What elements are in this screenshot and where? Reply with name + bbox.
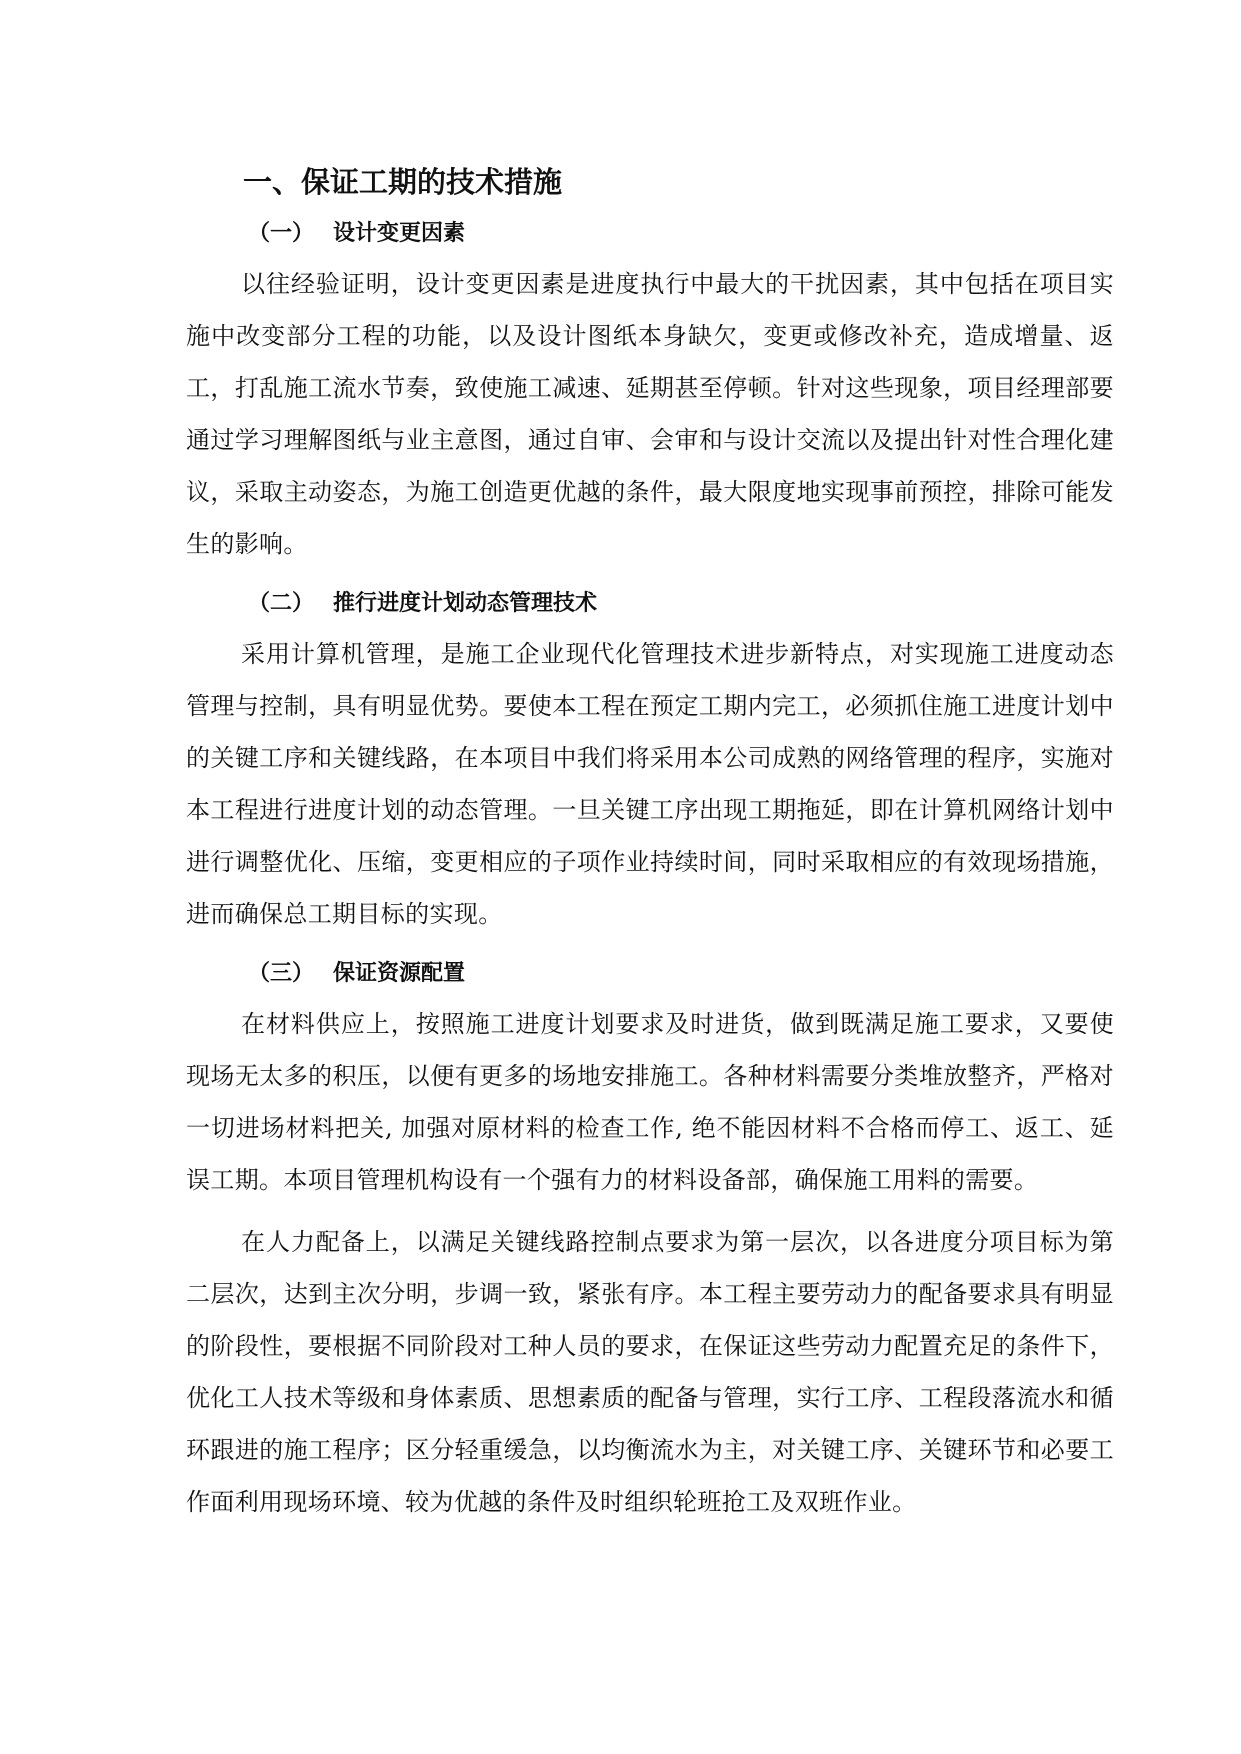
section-title: 推行进度计划动态管理技术 [333, 591, 598, 616]
section-title: 设计变更因素 [333, 221, 466, 246]
document-body [186, 158, 1114, 1528]
section-heading-3 [248, 954, 1114, 994]
section-heading-1 [248, 214, 1114, 254]
paragraph: 以往经验证明，设计变更因素是进度执行中最大的干扰因素，其中包括在项目实施中改变部分工程的功能，以及设计图纸本身缺欠，变更或修改补充，造成增量、返工，打乱施工流水节奏，致使施工减速、延期甚至停顿。针对这些现象，项目经理部要通过学习理解图纸与业主意图，通过自审、会审和与设计交流以及提出针对性合理化建议，采取主动姿态，为施工创造更优越的条件，最大限度地实现事前预控，排除可能发生的影响。 [186, 270, 1114, 558]
paragraph: 在材料供应上，按照施工进度计划要求及时进货，做到既满足施工要求，又要使现场无太多的积压，以便有更多的场地安排施工。各种材料需要分类堆放整齐，严格对一切进场材料把关, 加强对原材料的检查工作, 绝不能因材料不合格而停工、返工、延误工期。本项目管理机构设有一个强有力的材料设备部，确保施工用料的需要。 [186, 1010, 1114, 1194]
section-title: 保证资源配置 [333, 961, 466, 986]
section-number: （二） [248, 591, 315, 616]
paragraph: 在人力配备上，以满足关键线路控制点要求为第一层次，以各进度分项目标为第二层次，达到主次分明，步调一致，紧张有序。本工程主要劳动力的配备要求具有明显的阶段性，要根据不同阶段对工种人员的要求，在保证这些劳动力配置充足的条件下，优化工人技术等级和身体素质、思想素质的配备与管理，实行工序、工程段落流水和循环跟进的施工程序；区分轻重缓急，以均衡流水为主，对关键工序、关键环节和必要工作面利用现场环境、较为优越的条件及时组织轮班抢工及双班作业。 [186, 1228, 1114, 1516]
section-number: （三） [248, 961, 315, 986]
section-number: （一） [248, 221, 315, 246]
section-heading-2 [248, 584, 1114, 624]
document-title: 一、保证工期的技术措施 [243, 165, 563, 199]
paragraph: 采用计算机管理，是施工企业现代化管理技术进步新特点，对实现施工进度动态管理与控制，具有明显优势。要使本工程在预定工期内完工，必须抓住施工进度计划中的关键工序和关键线路，在本项目中我们将采用本公司成熟的网络管理的程序，实施对本工程进行进度计划的动态管理。一旦关键工序出现工期拖延，即在计算机网络计划中进行调整优化、压缩，变更相应的子项作业持续时间，同时采取相应的有效现场措施，进而确保总工期目标的实现。 [186, 640, 1114, 928]
